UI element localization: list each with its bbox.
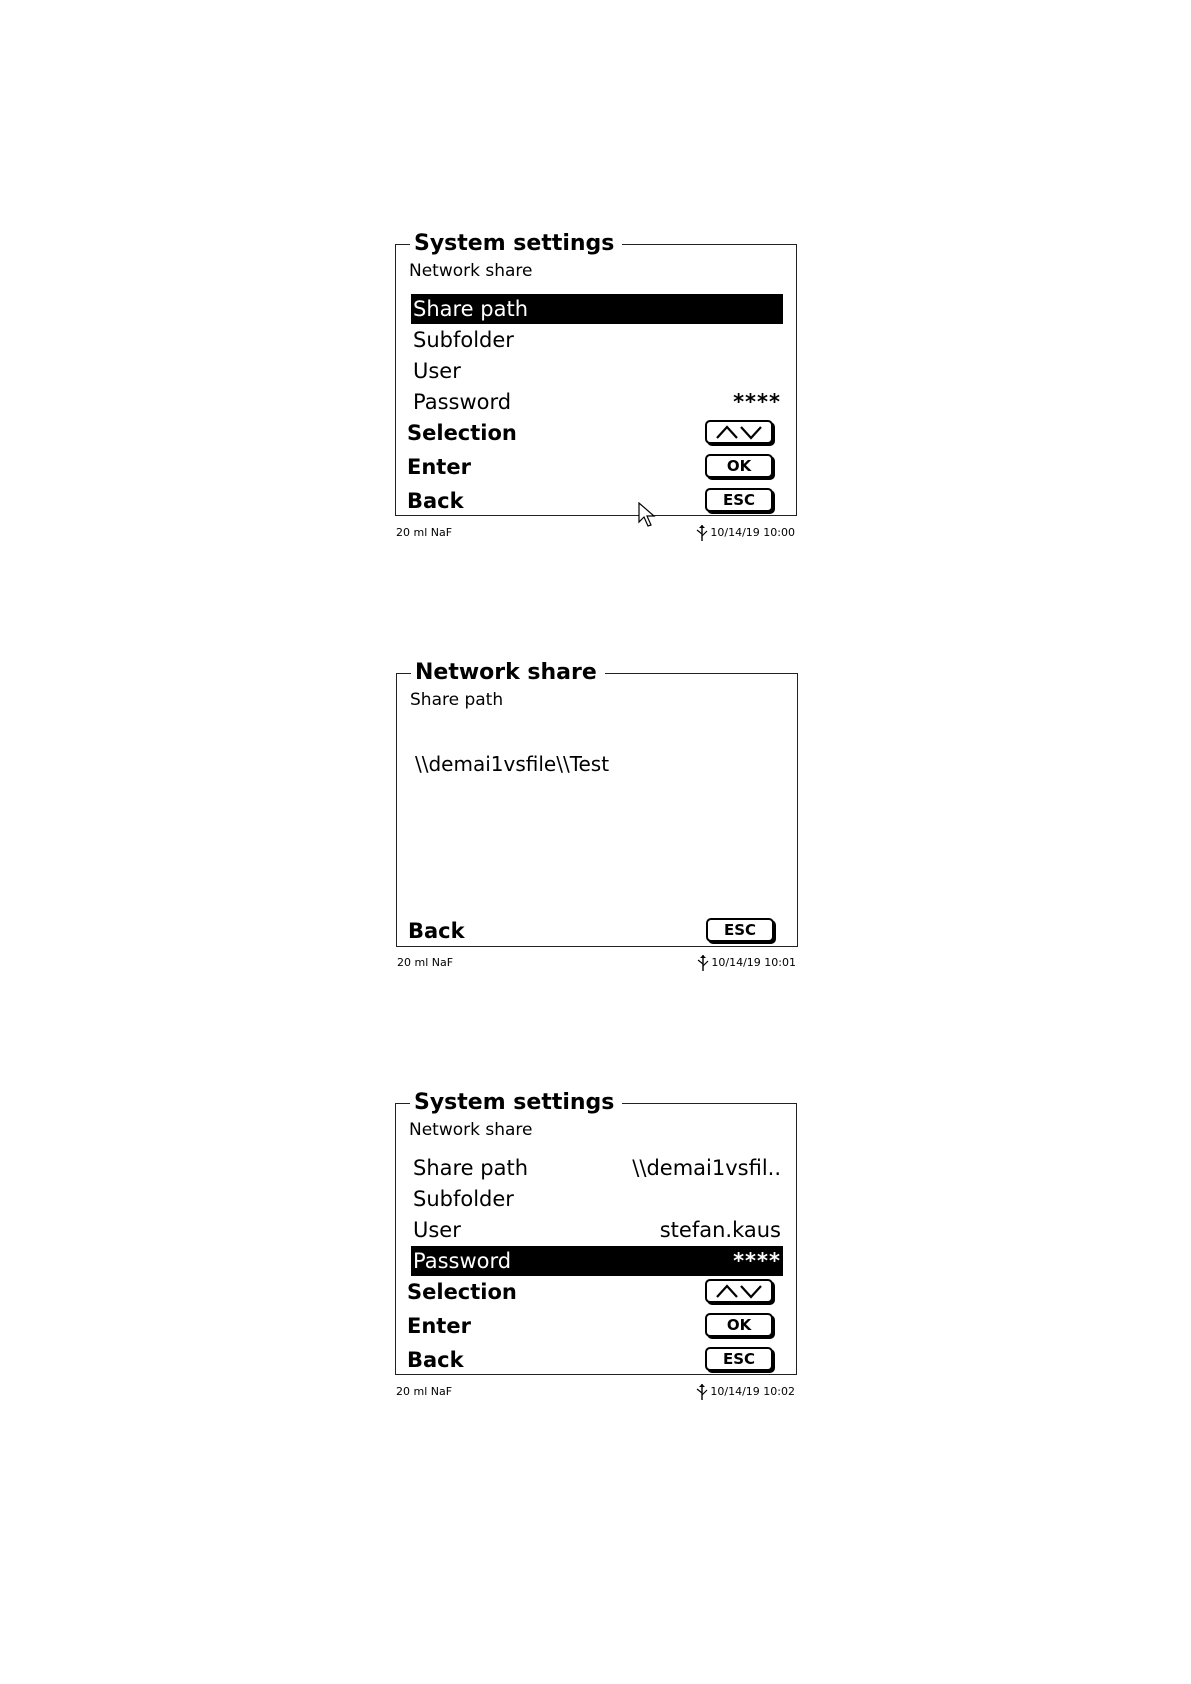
dialog-subtitle: Network share [409,1120,533,1140]
esc-key[interactable]: ESC [705,488,773,512]
menu-item-label: User [413,1218,461,1242]
dialog-subtitle: Share path [410,690,504,710]
usb-icon [696,1384,708,1400]
ok-key[interactable]: OK [705,1313,773,1337]
dialog-frame [396,660,798,947]
enter-label: Enter [407,455,471,479]
enter-row [407,453,785,481]
dialog-title: Network share [411,662,605,684]
menu-item-password[interactable] [411,387,783,417]
selection-row [407,1278,785,1306]
back-row [407,1346,785,1374]
back-row [408,917,786,945]
mouse-pointer-icon [638,502,656,528]
share-path-value: \\demai1vsfil.. [632,1156,781,1180]
enter-row [407,1312,785,1340]
menu-item-label: Share path [413,1156,529,1180]
up-down-arrows-icon [707,1281,771,1301]
share-path-value[interactable]: \\demai1vsfile\\Test [415,752,610,776]
menu-item-label: Share path [413,297,529,321]
screen-network-share [396,660,800,973]
up-down-arrows-key[interactable] [705,1279,773,1303]
selection-label: Selection [407,421,517,445]
dialog-frame [395,1090,797,1375]
menu-item-subfolder[interactable] [411,325,783,355]
dialog-title: System settings [410,1092,622,1114]
dialog-frame [395,231,797,516]
back-row [407,487,785,515]
user-value: stefan.kaus [659,1218,781,1242]
status-datetime: 10/14/19 10:00 [710,526,795,539]
menu-item-user[interactable] [411,1215,783,1245]
status-datetime-wrap [696,525,795,541]
status-method: 20 ml NaF [397,956,454,969]
selection-label: Selection [407,1280,517,1304]
menu-item-share-path[interactable] [411,294,783,324]
menu-item-label: Subfolder [413,1187,514,1211]
status-datetime-wrap [696,1384,795,1400]
usb-icon [696,525,708,541]
enter-label: Enter [407,1314,471,1338]
screen-system-settings-1 [395,231,799,544]
menu-item-label: Password [413,390,512,414]
dialog-title: System settings [410,233,622,255]
up-down-arrows-icon [707,422,771,442]
esc-key[interactable]: ESC [705,1347,773,1371]
menu-item-password[interactable] [411,1246,783,1276]
esc-key[interactable]: ESC [706,918,774,942]
status-datetime-wrap [697,955,796,971]
menu-item-label: Subfolder [413,328,514,352]
menu-item-label: Password [413,1249,512,1273]
back-label: Back [407,1348,464,1372]
selection-row [407,419,785,447]
status-method: 20 ml NaF [396,1385,453,1398]
menu-item-subfolder[interactable] [411,1184,783,1214]
menu-item-user[interactable] [411,356,783,386]
dialog-subtitle: Network share [409,261,533,281]
menu-item-label: User [413,359,461,383]
status-datetime: 10/14/19 10:01 [711,956,796,969]
screen-system-settings-2 [395,1090,799,1403]
status-method: 20 ml NaF [396,526,453,539]
up-down-arrows-key[interactable] [705,420,773,444]
back-label: Back [407,489,464,513]
menu-item-share-path[interactable] [411,1153,783,1183]
status-datetime: 10/14/19 10:02 [710,1385,795,1398]
usb-icon [697,955,709,971]
back-label: Back [408,919,465,943]
password-value: **** [733,1249,781,1273]
password-value: **** [733,390,781,414]
ok-key[interactable]: OK [705,454,773,478]
